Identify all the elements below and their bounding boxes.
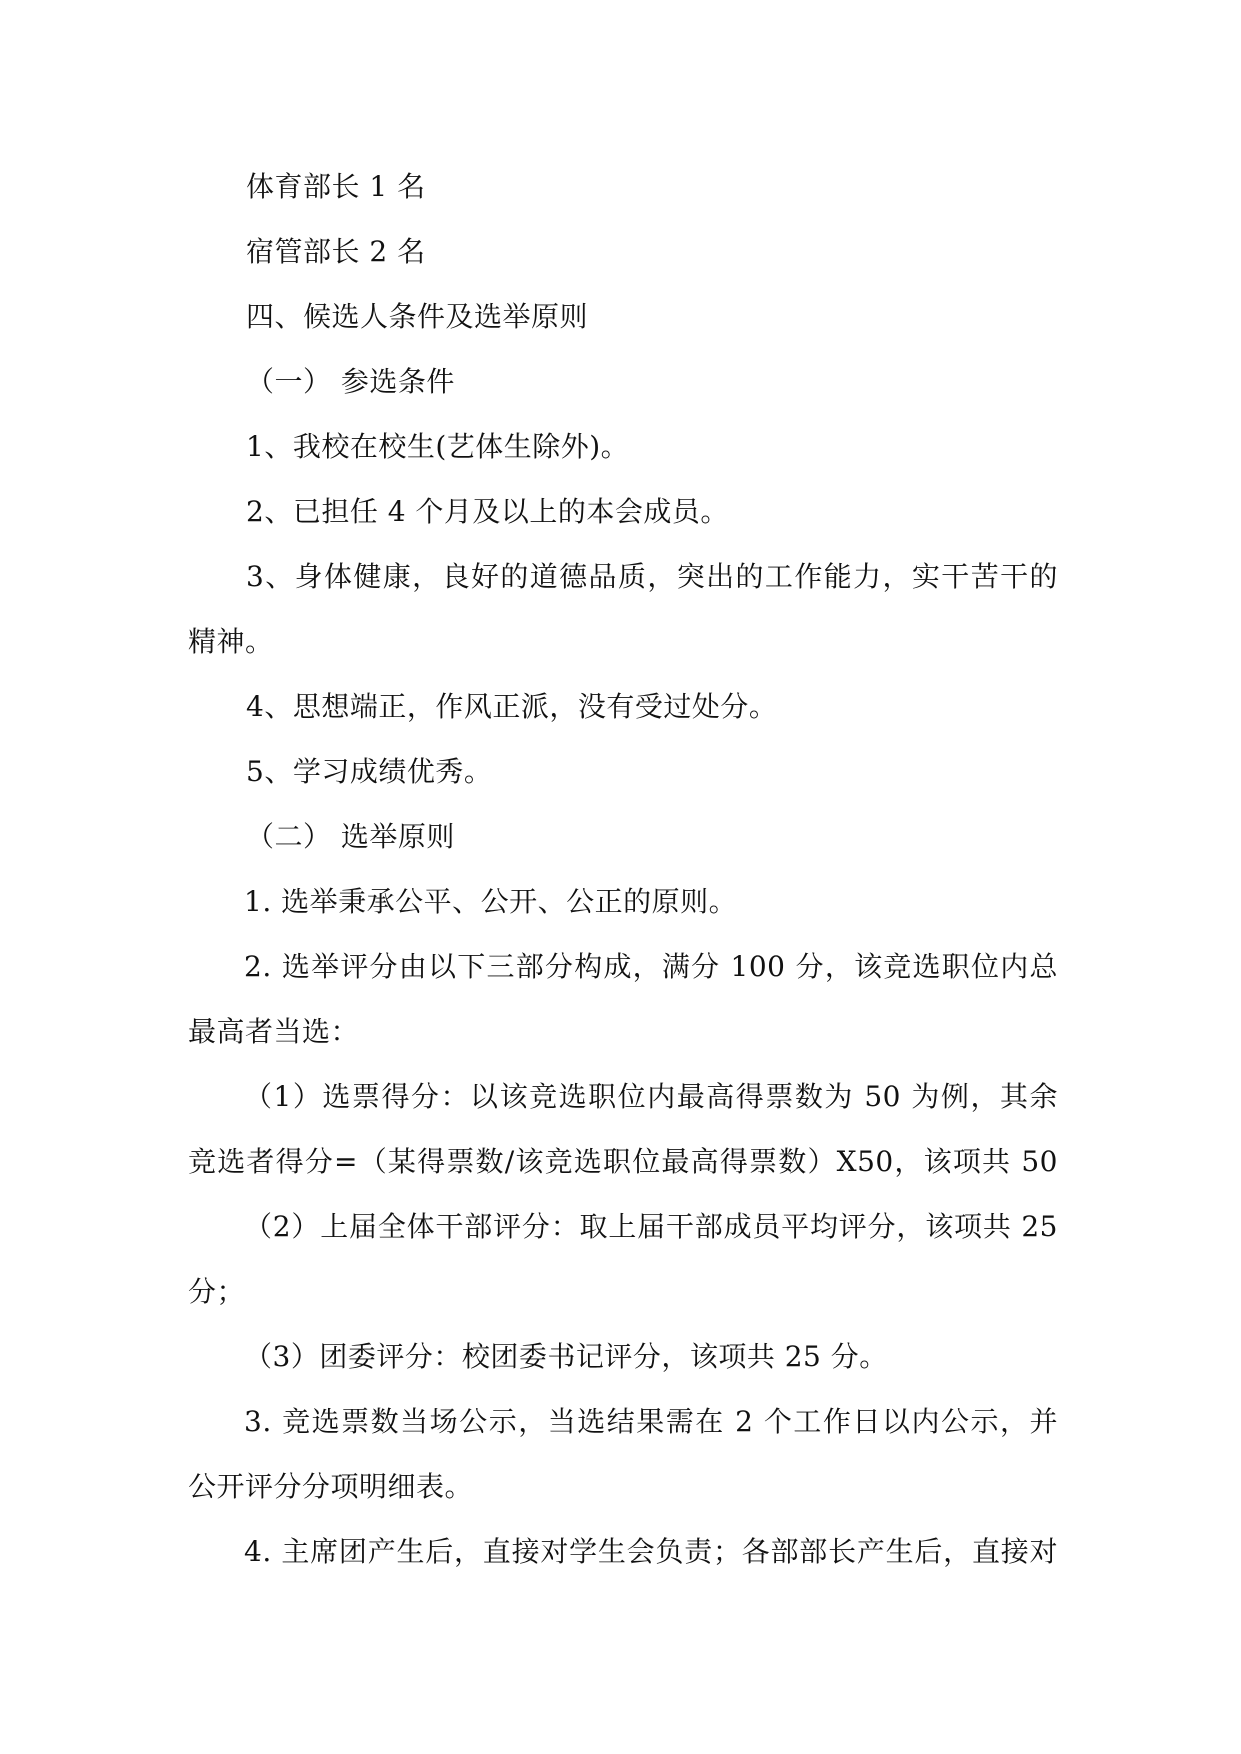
sub-list-item: （1）选票得分：以该竞选职位内最高得票数为 50 为例，其余	[244, 1080, 1058, 1113]
sub-list-item: （3）团委评分：校团委书记评分，该项共 25 分。	[244, 1340, 888, 1373]
list-item: 1、我校在校生(艺体生除外)。	[246, 430, 630, 463]
list-item: 4. 主席团产生后，直接对学生会负责；各部部长产生后，直接对	[244, 1535, 1058, 1568]
list-item: 2. 选举评分由以下三部分构成，满分 100 分，该竞选职位内总	[244, 950, 1058, 983]
sub-list-item-continuation: 竞选者得分=（某得票数/该竞选职位最高得票数）X50，该项共 50	[188, 1145, 1058, 1178]
paragraph-line: 体育部长 1 名	[246, 170, 426, 203]
list-item: 3、身体健康，良好的道德品质，突出的工作能力，实干苦干的	[246, 560, 1058, 593]
sub-list-item-continuation: 分；	[188, 1275, 246, 1308]
list-item-continuation: 精神。	[188, 625, 274, 658]
list-item: 5、学习成绩优秀。	[246, 755, 493, 788]
subsection-heading: （一） 参选条件	[246, 365, 455, 398]
list-item-continuation: 最高者当选：	[188, 1015, 360, 1048]
section-heading: 四、候选人条件及选举原则	[246, 300, 589, 333]
list-item: 4、思想端正，作风正派，没有受过处分。	[246, 690, 778, 723]
list-item-continuation: 公开评分分项明细表。	[188, 1470, 474, 1503]
list-item: 1. 选举秉承公平、公开、公正的原则。	[244, 885, 738, 918]
list-item: 3. 竞选票数当场公示，当选结果需在 2 个工作日以内公示，并	[244, 1405, 1058, 1438]
sub-list-item: （2）上届全体干部评分：取上届干部成员平均评分，该项共 25	[244, 1210, 1058, 1243]
list-item: 2、已担任 4 个月及以上的本会成员。	[246, 495, 729, 528]
subsection-heading: （二） 选举原则	[246, 820, 455, 853]
document-body	[188, 154, 1058, 1584]
paragraph-line: 宿管部长 2 名	[246, 235, 426, 268]
